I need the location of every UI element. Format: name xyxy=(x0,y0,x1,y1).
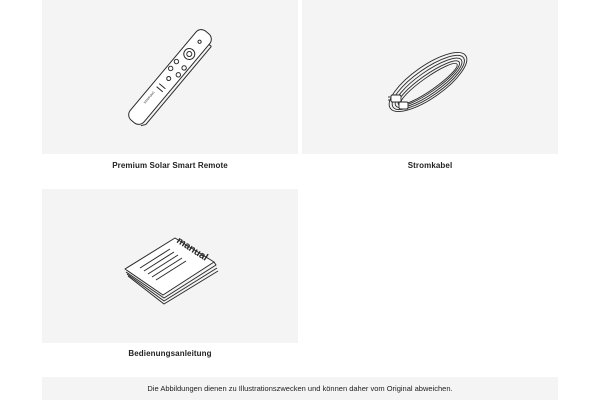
power-cable-icon xyxy=(302,0,558,154)
remote-brand-text: SAMSUNG xyxy=(142,90,156,105)
disclaimer-footer xyxy=(42,377,558,400)
disclaimer-text: Die Abbildungen dienen zu Illustrationszwecken und können daher vom Original abweichen. xyxy=(147,384,453,393)
remote-caption: Premium Solar Smart Remote xyxy=(112,161,228,170)
remote-image-panel xyxy=(42,0,298,154)
manual-image-panel xyxy=(42,189,298,343)
manual-cover-text: manual xyxy=(174,235,210,264)
power-cable-image-panel xyxy=(302,0,558,154)
power-cable-caption: Stromkabel xyxy=(407,161,453,170)
remote-control-icon xyxy=(42,0,298,154)
manual-caption: Bedienungsanleitung xyxy=(128,349,212,358)
manual-booklet-icon xyxy=(42,189,298,343)
